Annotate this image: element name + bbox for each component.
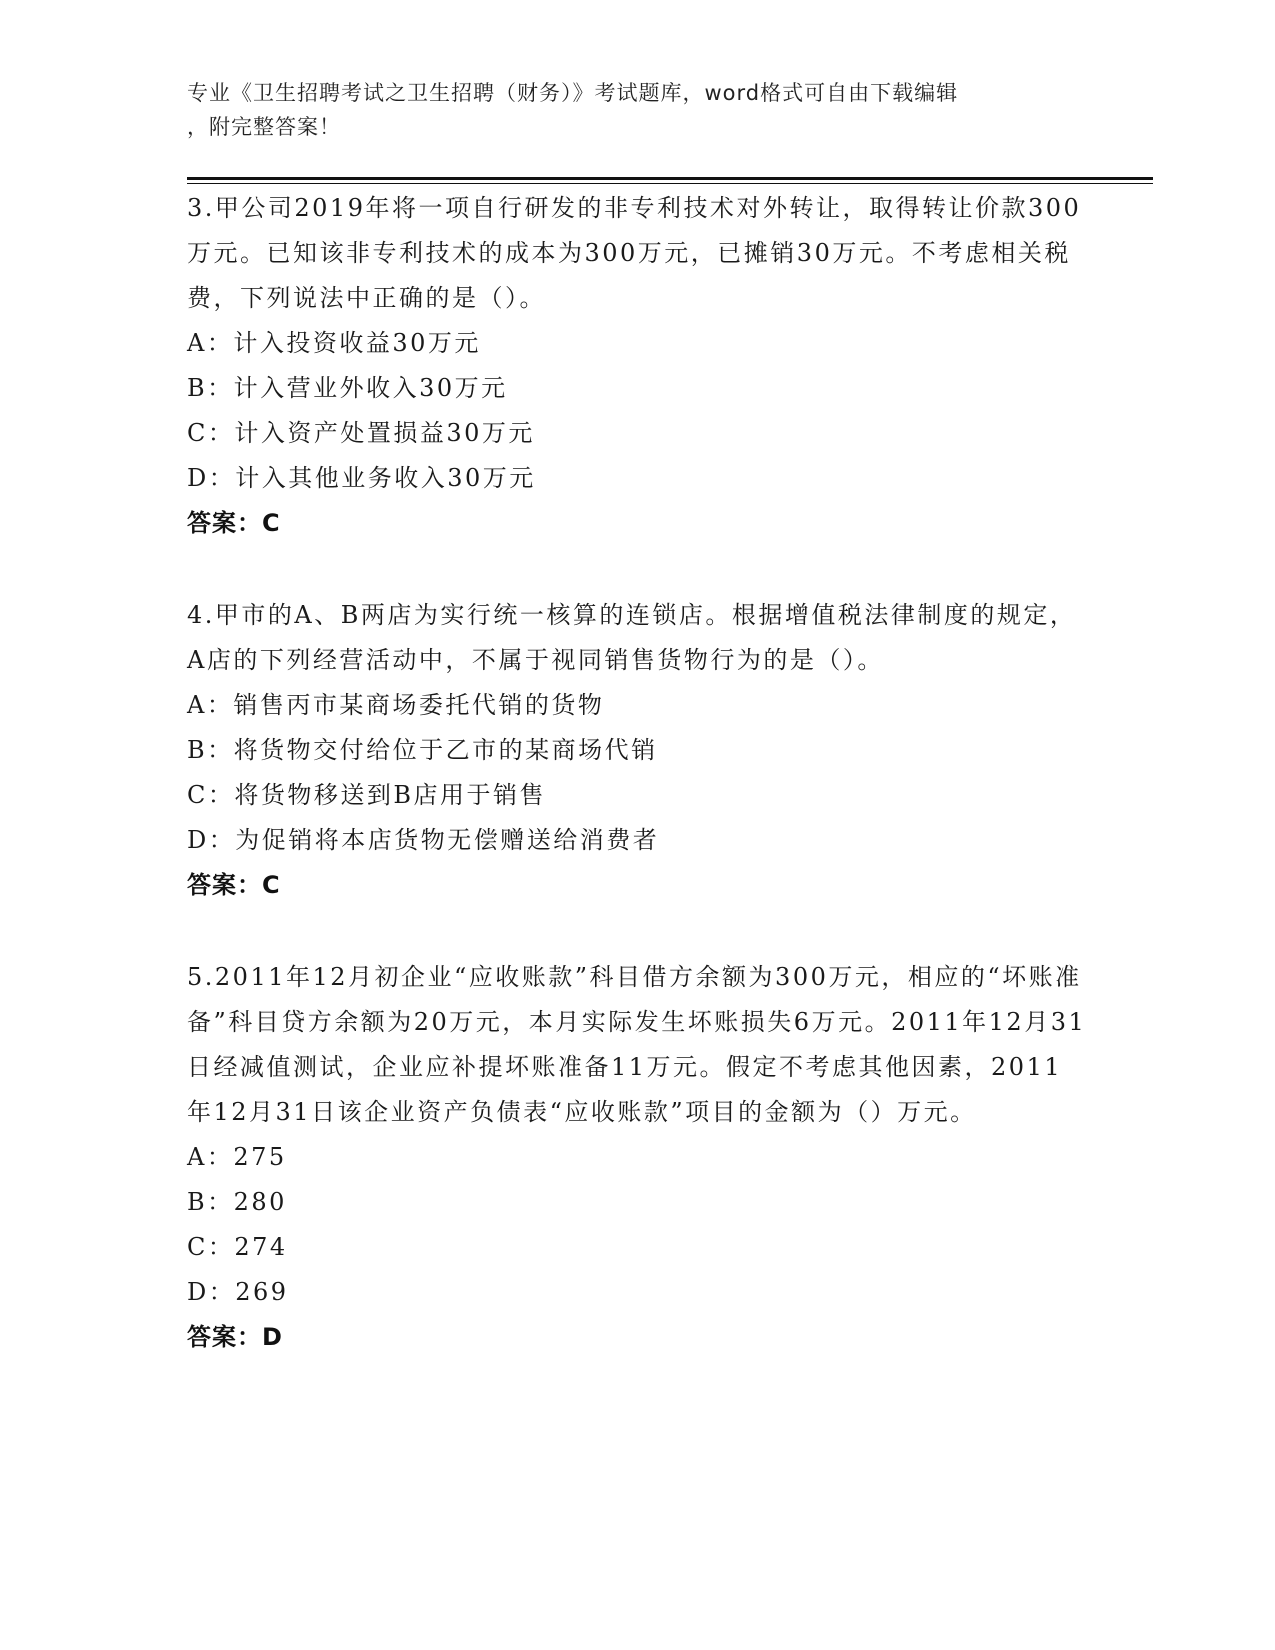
option-c: C：将货物移送到B店用于销售 xyxy=(187,781,546,809)
option-d: D：计入其他业务收入30万元 xyxy=(187,464,536,492)
option-c: C：计入资产处置损益30万元 xyxy=(187,419,535,447)
answer: 答案：C xyxy=(187,871,281,899)
option-b: B：计入营业外收入30万元 xyxy=(187,374,508,402)
option-c: C：274 xyxy=(187,1233,288,1261)
question-stem: 5.2011年12月初企业“应收账款”科目借方余额为300万元，相应的“坏账准备”科目贷方余额为20万元，本月实际发生坏账损失6万元。2011年12月31日经减值测试，企业应补提坏账准备11万元。假定不考虑其他因素，2011年12月31日该企业资产负债表“应收账款”项目的金额为（）万元。 xyxy=(187,963,1087,1126)
question-3 xyxy=(187,186,1087,546)
option-d: D：269 xyxy=(187,1278,289,1306)
question-4 xyxy=(187,593,1087,908)
option-b: B：将货物交付给位于乙市的某商场代销 xyxy=(187,736,658,764)
answer: 答案：C xyxy=(187,509,281,537)
document-header xyxy=(187,76,1087,144)
option-a: A：275 xyxy=(187,1143,287,1171)
option-a: A：销售丙市某商场委托代销的货物 xyxy=(187,691,605,719)
option-d: D：为促销将本店货物无偿赠送给消费者 xyxy=(187,826,660,854)
header-divider-thick xyxy=(187,177,1153,180)
question-stem: 4.甲市的A、B两店为实行统一核算的连锁店。根据增值税法律制度的规定，A店的下列经营活动中，不属于视同销售货物行为的是（）。 xyxy=(187,601,1077,674)
question-5 xyxy=(187,955,1087,1360)
header-divider-thin xyxy=(187,183,1153,184)
header-line-1: 专业《卫生招聘考试之卫生招聘（财务）》考试题库，word格式可自由下载编辑 xyxy=(187,81,959,105)
answer: 答案：D xyxy=(187,1323,283,1351)
option-b: B：280 xyxy=(187,1188,287,1216)
option-a: A：计入投资收益30万元 xyxy=(187,329,481,357)
question-stem: 3.甲公司2019年将一项自行研发的非专利技术对外转让，取得转让价款300万元。已知该非专利技术的成本为300万元，已摊销30万元。不考虑相关税费，下列说法中正确的是（）。 xyxy=(187,194,1082,312)
header-line-2: ，附完整答案！ xyxy=(187,115,341,139)
